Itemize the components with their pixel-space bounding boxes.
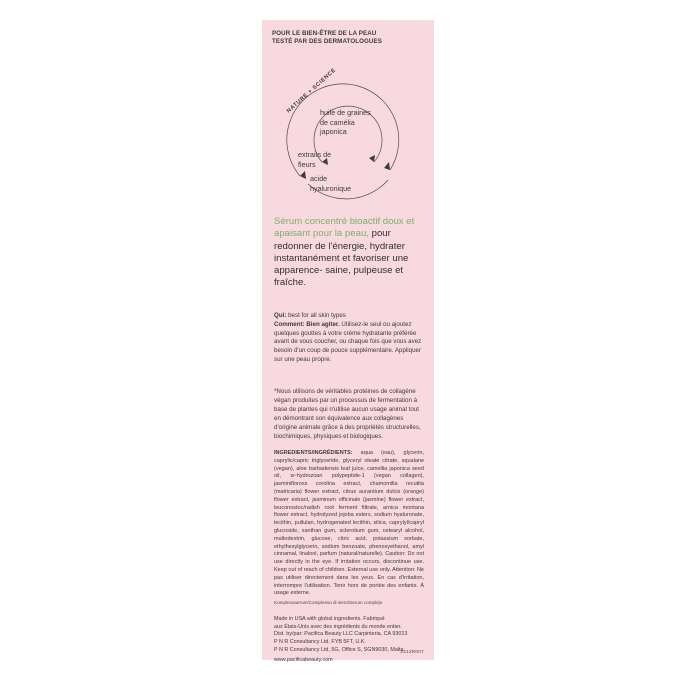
who-label: Qui: [274,312,287,319]
product-description [274,216,422,290]
ingredient-label-flowers: extraits de fleurs [298,150,332,169]
complex-note: Komplexoaerum/Complesso di siero/Serum complejo [274,600,383,606]
ingredients-label: INGREDIENTS/INGRÉDIENTS: [274,450,353,456]
who-text: best for all skin types [286,312,346,319]
nature-science-arc-label: NATURE + SCIENCE [286,67,338,115]
how-text: Utilisez-le seul ou ajoutez quelques gouttes à votre crème hydratante préférée avant de vous coucher, ou chaque fois que vous avez besoin d'un coup de pouce supplémentaire. Appliquer sur une peau propre. [274,320,422,363]
footer-line-5: P N R Consultancy Ltd, 5G, Office S, SGN9030, Malta [274,646,404,653]
footer-line-4: P N R Consultancy Ltd, FYB 5FT, U.K. [274,639,366,646]
manufacturer-footer [274,616,424,665]
vegan-collagen-note: *Nous utilisons de véritables protéines de collagène végan produites par un processus de fermentation à base de plantes qui n'utilise aucun usage animal tout en démontrant son équivalence aux collagènes d'origine animale grâce à des propriétés structurelles, biochimiques, physiques et biologiques. [274,388,421,440]
description-rest: pour redonner de l'énergie, hydrater instantanément et favoriser une apparence- saine, pulpeuse et fraîche. [274,228,409,289]
description-highlight: Sérum concentré bioactif doux et apaisant pour la peau, [274,216,415,240]
header-line-1: POUR LE BIEN-ÊTRE DE LA PEAU [272,30,377,37]
ingredients-text: aqua (eau), glycerin, caprylic/capric triglyceride, glyceryl oleate citrate, squalane (vegan), aloe barbadensis leaf juice, camellia japonica seed oil, sr-hydrozoan polypeptide-1 (vegan collagen), jasminifloross corolina extract, chamomilla recutita (matricaria) flower extract, citrus aurantium dulcis (orange) flower extract, jasminum officinale (jasmine) flower extract, leuconostoc/radish root ferment filtrate, arnica montana flower extract, hydrolyzed jojoba esters, sodium hyaluronate, lecithin, pullulan, hydrogenated lecithin, silica, caprylyl/capryl glucoside, xanthan gum, sclerotium gum, cetearyl alcohol, maltodextrin, glucose, citric acid, potassium sorbate, ethylhexylglycerin, sodium benzoate, phenoxyethanol, amyl cinnamal, linalool, parfum (natural/naturelle). Caution: Do not use directly in the eye. If irritation occurs, discontinue use. Keep out of reach of children. External use only. Attention: Ne pas utiliser directement dans les yeux. En cas d'irritation, interrompre l'utilisation. Tenir hors de portée des enfants. À usage externe. [274,450,424,597]
package-header [272,30,424,47]
how-label: Comment: Bien agiter. [274,320,340,328]
ingredient-circle-diagram [270,58,426,208]
product-package-panel [262,20,434,664]
footer-line-1: Made in USA with global ingredients. Fabriqué [274,616,385,622]
website-link[interactable]: www.pacificabeauty.com [274,657,333,664]
batch-code: 2412R007 [400,650,424,655]
ingredients-list [274,450,424,606]
header-line-2: TESTÉ PAR DES DERMATOLOGUES [272,38,382,46]
footer-line-3: Dist. by/par: Pacifica Beauty LLC Carpinteria, CA 93013 [274,631,408,638]
ingredient-label-camellia: huile de graines de camélia japonica [320,108,371,137]
footer-line-2: aux États-Unis avec des ingrédients du monde entier. [274,623,402,630]
ingredient-label-hyaluronic: acide hyaluronique [310,174,352,193]
usage-instructions [274,312,422,365]
